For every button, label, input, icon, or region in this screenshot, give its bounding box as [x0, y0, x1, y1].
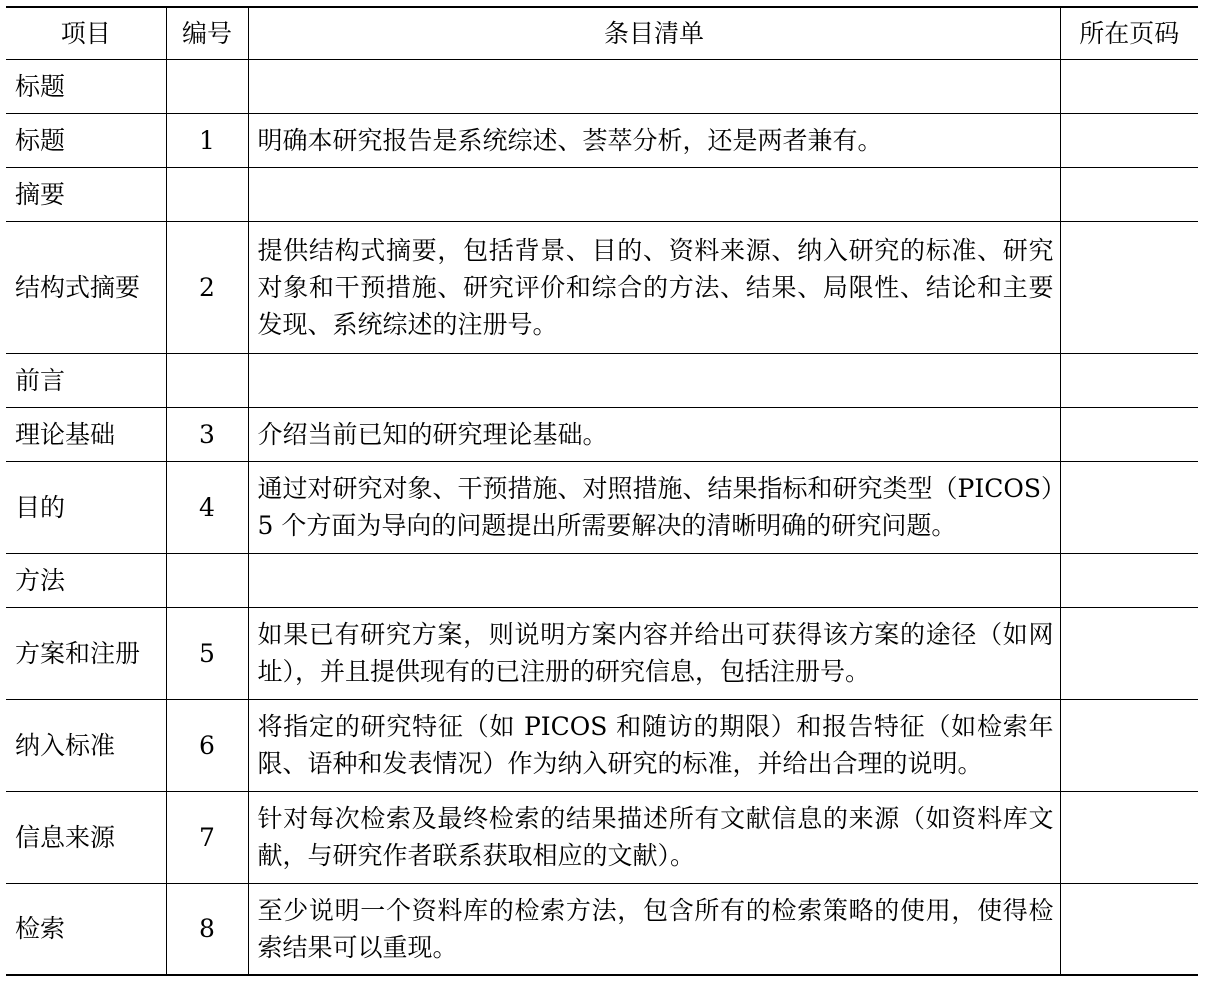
cell-description: 介绍当前已知的研究理论基础。 [248, 407, 1060, 461]
cell-item: 方法 [6, 553, 166, 607]
cell-number [166, 553, 248, 607]
table-row [6, 113, 1198, 167]
header-number: 编号 [166, 7, 248, 59]
table-row [6, 461, 1198, 553]
cell-item: 信息来源 [6, 791, 166, 883]
table-row [6, 221, 1198, 353]
cell-item: 前言 [6, 353, 166, 407]
table-row [6, 791, 1198, 883]
prisma-checklist-table [6, 6, 1198, 976]
table-row [6, 883, 1198, 975]
cell-description: 提供结构式摘要，包括背景、目的、资料来源、纳入研究的标准、研究对象和干预措施、研究评价和综合的方法、结果、局限性、结论和主要发现、系统综述的注册号。 [248, 221, 1060, 353]
cell-number [166, 59, 248, 113]
cell-number: 7 [166, 791, 248, 883]
cell-description: 通过对研究对象、干预措施、对照措施、结果指标和研究类型（PICOS）5 个方面为导向的问题提出所需要解决的清晰明确的研究问题。 [248, 461, 1060, 553]
cell-description: 如果已有研究方案，则说明方案内容并给出可获得该方案的途径（如网址），并且提供现有的已注册的研究信息，包括注册号。 [248, 607, 1060, 699]
cell-page [1060, 607, 1198, 699]
table-row [6, 607, 1198, 699]
cell-description [248, 353, 1060, 407]
cell-page [1060, 883, 1198, 975]
cell-description: 明确本研究报告是系统综述、荟萃分析，还是两者兼有。 [248, 113, 1060, 167]
cell-number: 4 [166, 461, 248, 553]
cell-number: 8 [166, 883, 248, 975]
cell-page [1060, 113, 1198, 167]
cell-number [166, 167, 248, 221]
cell-description: 至少说明一个资料库的检索方法，包含所有的检索策略的使用，使得检索结果可以重现。 [248, 883, 1060, 975]
cell-item: 纳入标准 [6, 699, 166, 791]
cell-page [1060, 553, 1198, 607]
table-row [6, 407, 1198, 461]
cell-page [1060, 167, 1198, 221]
cell-item: 标题 [6, 59, 166, 113]
table-row-section-title [6, 59, 1198, 113]
cell-page [1060, 407, 1198, 461]
table-row-section-abstract [6, 167, 1198, 221]
cell-number: 5 [166, 607, 248, 699]
cell-description [248, 553, 1060, 607]
cell-item: 理论基础 [6, 407, 166, 461]
table-row-section-methods [6, 553, 1198, 607]
cell-page [1060, 791, 1198, 883]
cell-page [1060, 699, 1198, 791]
cell-number: 2 [166, 221, 248, 353]
cell-page [1060, 353, 1198, 407]
table-row-section-introduction [6, 353, 1198, 407]
cell-description: 针对每次检索及最终检索的结果描述所有文献信息的来源（如资料库文献，与研究作者联系获取相应的文献）。 [248, 791, 1060, 883]
cell-description [248, 59, 1060, 113]
cell-description: 将指定的研究特征（如 PICOS 和随访的期限）和报告特征（如检索年限、语种和发表情况）作为纳入研究的标准，并给出合理的说明。 [248, 699, 1060, 791]
cell-item: 方案和注册 [6, 607, 166, 699]
cell-page [1060, 461, 1198, 553]
table-row [6, 699, 1198, 791]
cell-number: 6 [166, 699, 248, 791]
header-checklist: 条目清单 [248, 7, 1060, 59]
cell-number: 1 [166, 113, 248, 167]
cell-item: 检索 [6, 883, 166, 975]
cell-item: 摘要 [6, 167, 166, 221]
header-item: 项目 [6, 7, 166, 59]
cell-page [1060, 221, 1198, 353]
cell-item: 结构式摘要 [6, 221, 166, 353]
cell-number: 3 [166, 407, 248, 461]
header-page: 所在页码 [1060, 7, 1198, 59]
cell-number [166, 353, 248, 407]
cell-item: 标题 [6, 113, 166, 167]
cell-item: 目的 [6, 461, 166, 553]
cell-description [248, 167, 1060, 221]
cell-page [1060, 59, 1198, 113]
table-header-row [6, 7, 1198, 59]
